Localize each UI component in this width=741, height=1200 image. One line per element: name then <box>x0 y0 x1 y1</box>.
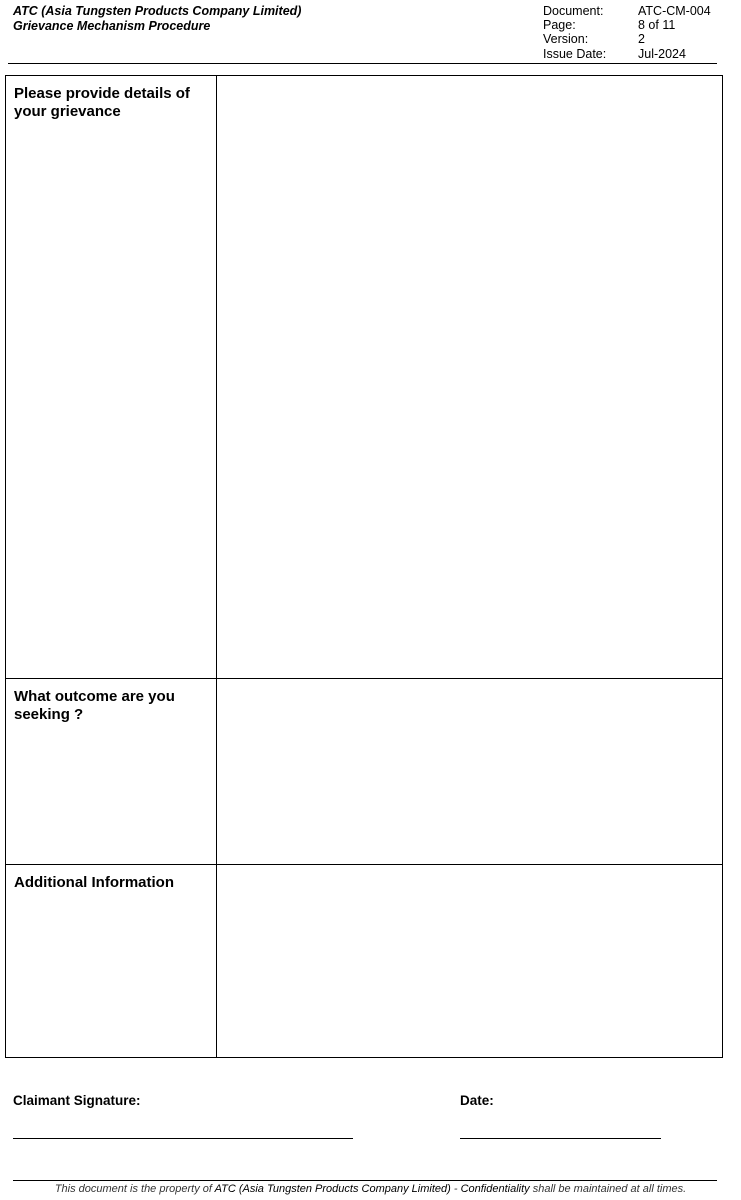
meta-label: Version: <box>543 32 589 47</box>
footer-divider <box>13 1180 717 1181</box>
date-label: Date: <box>460 1093 494 1108</box>
meta-row-page <box>543 18 711 32</box>
meta-value: 8 of 11 <box>638 18 676 33</box>
grievance-form-table <box>5 75 723 1058</box>
meta-row-issue-date <box>543 47 711 61</box>
footer-company: ATC (Asia Tungsten Products Company Limited) <box>214 1183 451 1195</box>
footer-confidentiality: Confidentiality <box>460 1183 530 1195</box>
footer-text: - <box>450 1183 461 1195</box>
meta-label: Document: <box>543 4 604 18</box>
confidentiality-footer <box>0 1183 741 1195</box>
additional-info-field[interactable] <box>217 865 723 1058</box>
details-field[interactable] <box>217 76 723 679</box>
claimant-signature-label: Claimant Signature: <box>13 1093 141 1108</box>
document-meta <box>543 4 711 61</box>
document-title: Grievance Mechanism Procedure <box>13 18 211 33</box>
meta-value: ATC-CM-004 <box>638 4 711 18</box>
form-row-details <box>6 76 723 679</box>
form-row-outcome <box>6 679 723 865</box>
header-divider <box>8 63 717 64</box>
claimant-signature-line[interactable] <box>13 1138 353 1139</box>
footer-text: shall be maintained at all times. <box>529 1183 687 1195</box>
footer-text: This document is the property of <box>54 1183 215 1195</box>
document-header <box>13 4 301 33</box>
meta-row-document <box>543 4 711 18</box>
meta-label: Page: <box>543 18 576 33</box>
meta-row-version <box>543 32 711 46</box>
meta-value: Jul-2024 <box>638 46 686 61</box>
date-line[interactable] <box>460 1138 661 1139</box>
form-row-additional <box>6 865 723 1058</box>
meta-label: Issue Date: <box>543 46 607 61</box>
details-label: Please provide details of your grievance <box>6 76 217 679</box>
outcome-field[interactable] <box>217 679 723 865</box>
meta-value: 2 <box>638 32 645 47</box>
outcome-label: What outcome are you seeking ? <box>6 679 217 865</box>
company-name: ATC (Asia Tungsten Products Company Limited) <box>13 4 302 18</box>
additional-info-label: Additional Information <box>6 865 217 1058</box>
